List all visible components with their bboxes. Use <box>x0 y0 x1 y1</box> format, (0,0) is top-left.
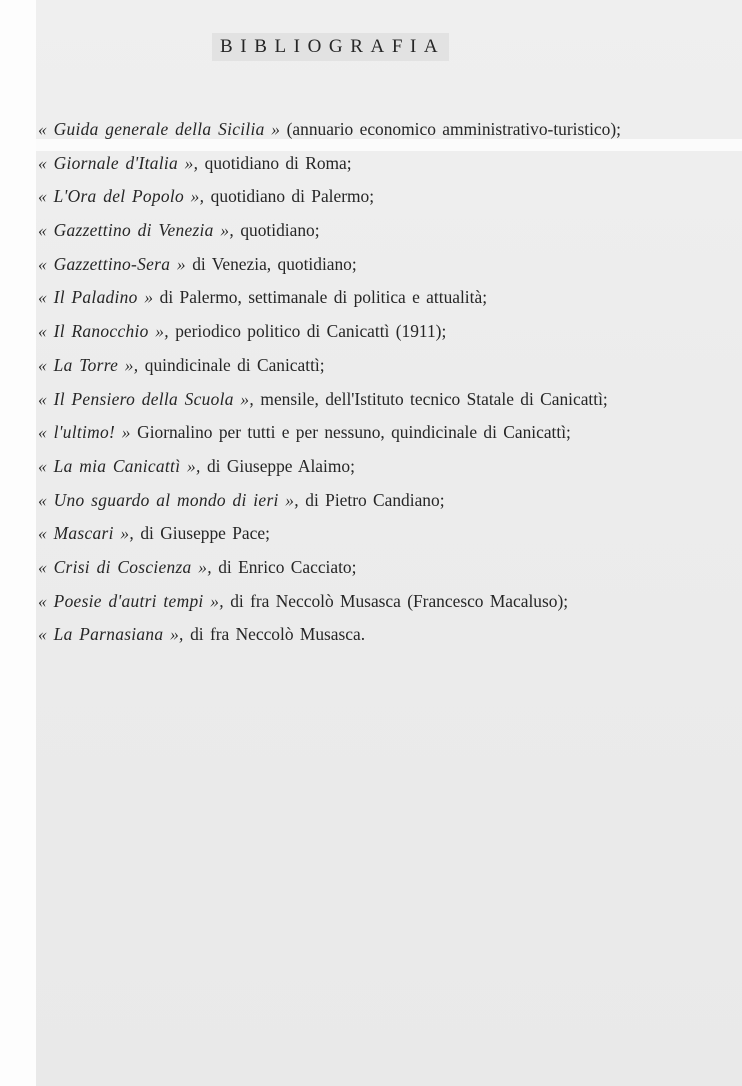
bibliography-entry <box>38 451 738 485</box>
entry-description: quotidiano; <box>233 220 320 241</box>
entry-description: di Enrico Cacciato; <box>211 556 357 577</box>
entry-description: di Pietro Candiano; <box>298 489 445 510</box>
bibliography-entry <box>38 586 738 620</box>
entry-work-title: « Uno sguardo al mondo di ieri », <box>38 489 299 510</box>
bibliography-entry <box>38 518 738 552</box>
entry-work-title: « Guida generale della Sicilia » <box>38 119 281 139</box>
bibliography-entry <box>38 181 738 215</box>
entry-work-title: « Giornale d'Italia », <box>38 152 199 173</box>
bibliography-entry <box>38 282 738 316</box>
entry-work-title: « Mascari », <box>38 523 134 544</box>
bibliography-entry <box>38 619 738 653</box>
bibliography-entry <box>38 114 738 148</box>
entry-work-title: « Gazzettino-Sera » <box>38 253 186 274</box>
page-title: BIBLIOGRAFIA <box>212 33 449 61</box>
bibliography-entry <box>38 215 738 249</box>
entry-work-title: « La Torre », <box>38 354 139 375</box>
bibliography-entry <box>38 552 738 586</box>
entry-work-title: « La mia Canicattì », <box>38 455 201 476</box>
bibliography-entry <box>38 350 738 384</box>
entry-description: quotidiano di Palermo; <box>204 186 375 207</box>
entry-work-title: « Il Ranocchio », <box>38 321 169 342</box>
bibliography-entry <box>38 316 738 350</box>
entry-work-title: « Gazzettino di Venezia », <box>38 220 234 241</box>
entry-work-title: « Il Pensiero della Scuola », <box>38 388 255 409</box>
entry-work-title: « Poesie d'autri tempi », <box>38 590 224 611</box>
bibliography-entry <box>38 249 738 283</box>
bibliography-entry <box>38 485 738 519</box>
entry-description: di Palermo, settimanale di politica e attualità; <box>153 287 488 308</box>
entry-work-title: « Crisi di Coscienza », <box>38 556 212 577</box>
entry-description: di fra Neccolò Musasca (Francesco Macaluso); <box>223 590 569 611</box>
entry-description: quotidiano di Roma; <box>198 152 352 173</box>
entry-description: periodico politico di Canicattì (1911); <box>168 321 447 342</box>
entry-description: di Giuseppe Pace; <box>134 523 270 544</box>
entry-work-title: « La Parnasiana », <box>38 624 184 645</box>
entry-work-title: « l'ultimo! » <box>38 422 131 443</box>
entry-description: Giornalino per tutti e per nessuno, quindicinale di Canicattì; <box>130 422 571 443</box>
entry-description: di fra Neccolò Musasca. <box>183 624 366 645</box>
bibliography-list <box>38 114 738 653</box>
entry-description: di Giuseppe Alaimo; <box>200 455 355 476</box>
entry-description: quindicinale di Canicattì; <box>138 354 325 375</box>
bibliography-entry <box>38 417 738 451</box>
entry-work-title: « Il Paladino » <box>38 287 154 308</box>
entry-description: mensile, dell'Istituto tecnico Statale di Canicattì; <box>254 388 608 409</box>
bibliography-entry <box>38 148 738 182</box>
entry-description: di Venezia, quotidiano; <box>185 253 357 274</box>
bibliography-entry <box>38 384 738 418</box>
entry-work-title: « L'Ora del Popolo », <box>38 186 205 207</box>
entry-description: (annuario economico amministrativo-turistico); <box>280 119 621 139</box>
